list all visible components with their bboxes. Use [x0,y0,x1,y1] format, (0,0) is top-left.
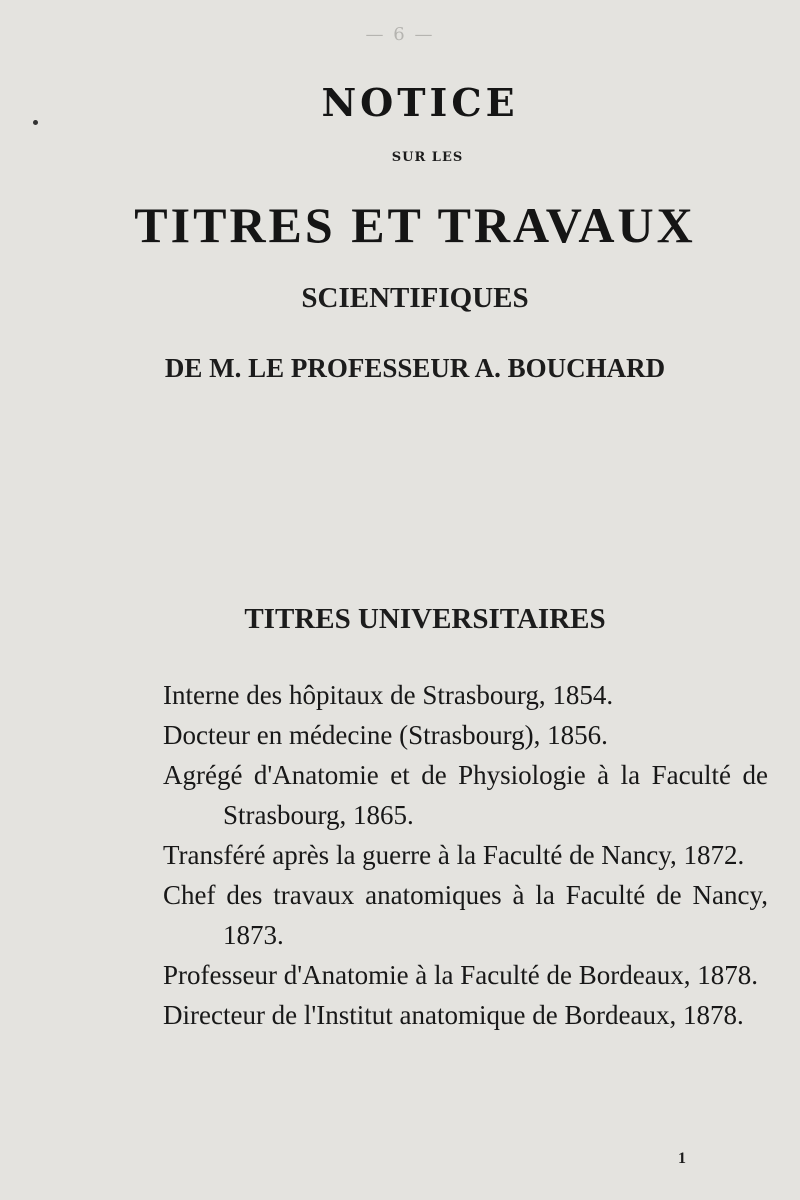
main-title: TITRES ET TRAVAUX [134,197,696,253]
main-title-sub: SCIENTIFIQUES [301,282,529,314]
list-item: Agrégé d'Anatomie et de Physiologie à la Faculté de Strasbourg, 1865. [163,760,768,830]
entries-list [163,675,768,1035]
top-page-number: — 6 — [365,24,435,45]
notice-subheading: SUR LES [391,150,464,165]
notice-heading: NOTICE [321,80,519,125]
list-item: Chef des travaux anatomiques à la Faculté de Nancy, 1873. [163,880,768,950]
section-title: TITRES UNIVERSITAIRES [244,603,606,635]
list-item: Professeur d'Anatomie à la Faculté de Bordeaux, 1878. [163,960,758,990]
list-item: Interne des hôpitaux de Strasbourg, 1854. [163,680,614,710]
list-item: Directeur de l'Institut anatomique de Bordeaux, 1878. [163,1000,744,1030]
bottom-page-number: 1 [678,1150,686,1167]
list-item: Docteur en médecine (Strasbourg), 1856. [163,720,608,750]
list-item: Transféré après la guerre à la Faculté de Nancy, 1872. [163,840,745,870]
author-line: DE M. LE PROFESSEUR A. BOUCHARD [164,353,666,383]
